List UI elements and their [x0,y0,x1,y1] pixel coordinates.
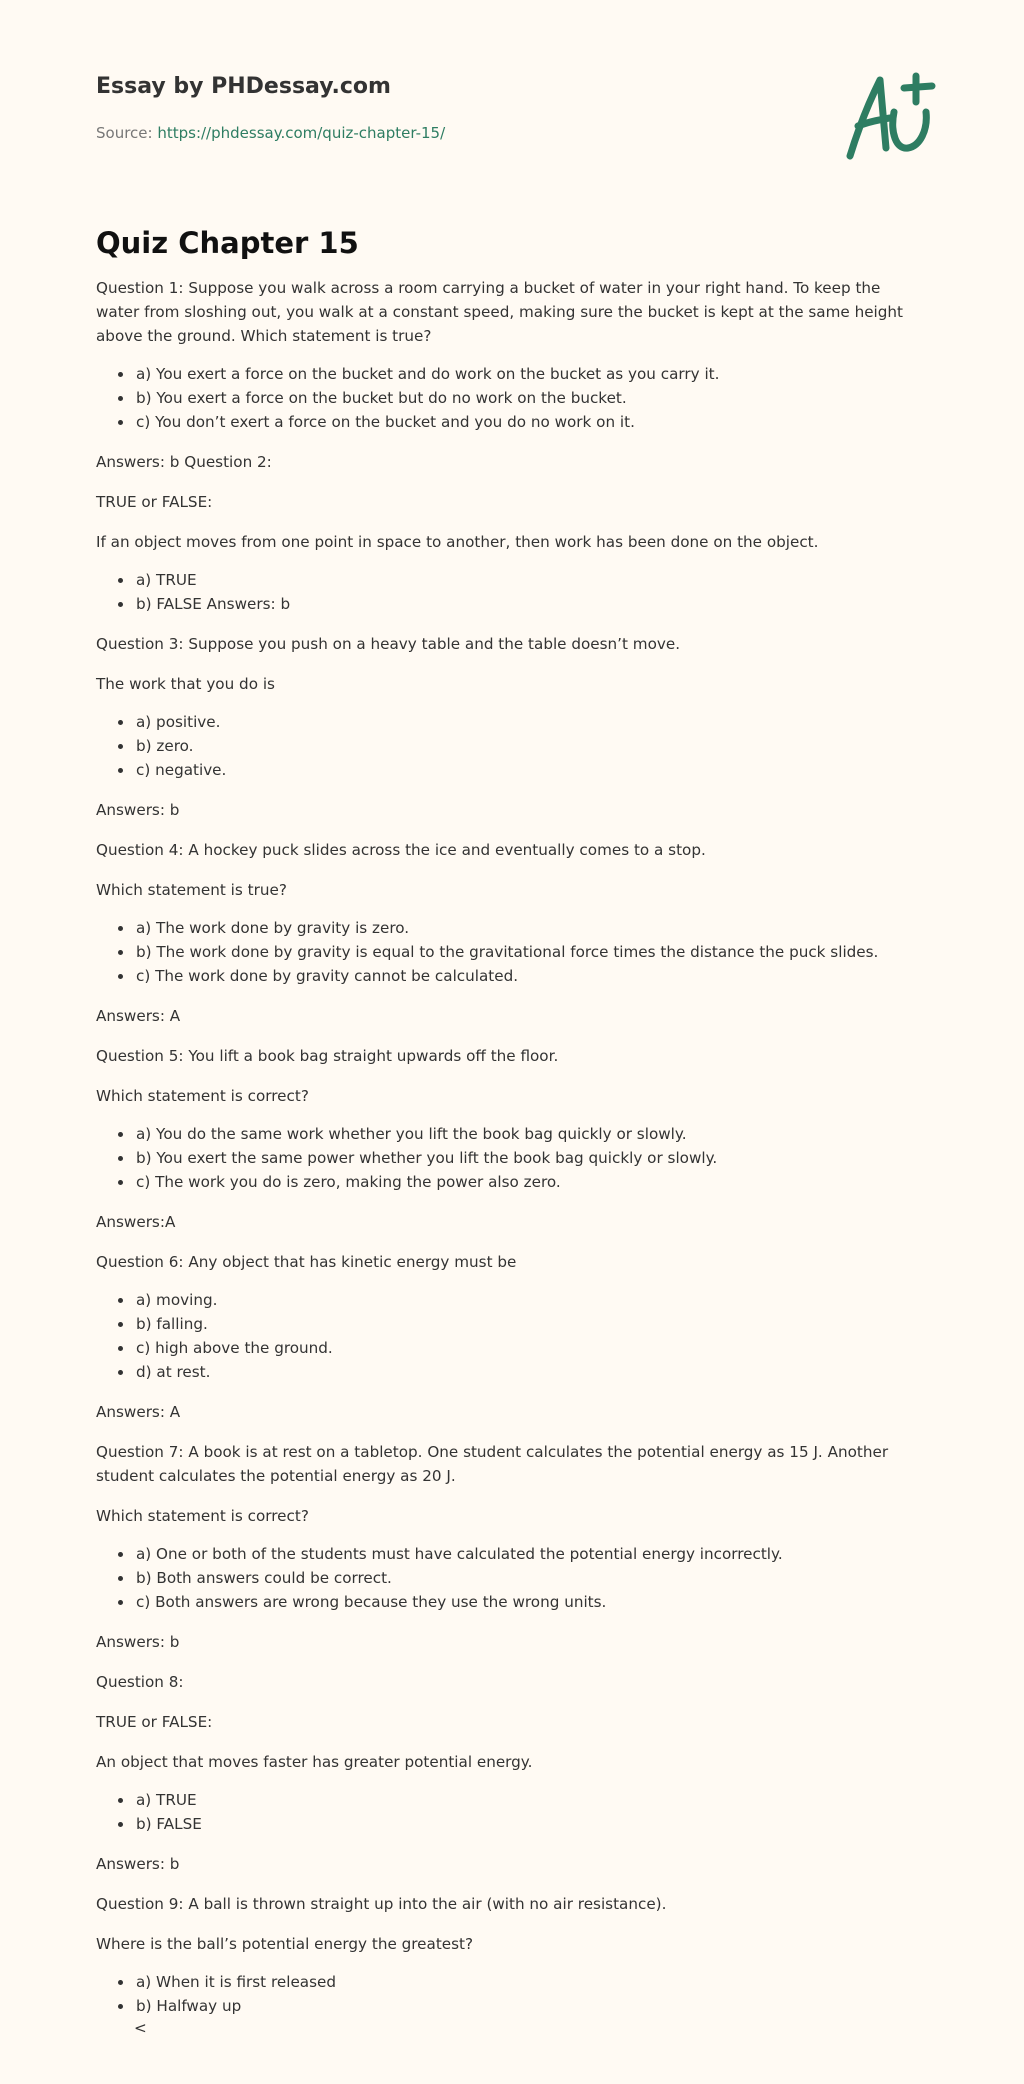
answer-option: • a) You exert a force on the bucket and do work on the bucket as you carry it. [134,362,928,386]
paragraph: Question 9: A ball is thrown straight up into the air (with no air resistance). [96,1895,667,1913]
essay-content [96,276,928,2038]
paragraph: Question 4: A hockey puck slides across the ice and eventually comes to a stop. [96,841,706,859]
paragraph: Question 8: [96,1673,184,1691]
answer-option: • a) positive. [134,710,928,734]
answer-option: • a) TRUE [134,568,928,592]
paragraph: Question 3: Suppose you push on a heavy table and the table doesn’t move. [96,635,681,653]
paragraph: TRUE or FALSE: [96,493,213,511]
paragraph: Where is the ball’s potential energy the greatest? [96,1935,474,1953]
paragraph: Which statement is correct? [96,1087,309,1105]
answer-options-list [96,1288,928,1384]
header [96,0,928,210]
source-line [96,124,445,142]
paragraph: Answers: A [96,1007,181,1025]
paragraph: Answers:A [96,1213,176,1231]
paragraph: Question 5: You lift a book bag straight upwards off the floor. [96,1047,559,1065]
answer-option: • b) Both answers could be correct. [134,1566,928,1590]
answer-options-list [96,1542,928,1614]
source-label: Source: [96,124,158,142]
answer-options-list [96,1788,928,1836]
paragraph: An object that moves faster has greater potential energy. [96,1753,533,1771]
paragraph: Answers: b [96,801,180,819]
answer-option: • c) The work done by gravity cannot be calculated. [134,964,928,988]
answer-option: • a) One or both of the students must have calculated the potential energy incorrectly. [134,1542,928,1566]
paragraph: Question 6: Any object that has kinetic energy must be [96,1253,517,1271]
answer-options-list [96,362,928,434]
answer-option: • a) moving. [134,1288,928,1312]
answer-option: • a) TRUE [134,1788,928,1812]
a-plus-logo-icon [836,68,940,164]
answer-options-list [96,1970,928,2018]
paragraph: Answers: b Question 2: [96,453,272,471]
answer-option: • b) FALSE Answers: b [134,592,928,616]
answer-option: • a) You do the same work whether you lift the book bag quickly or slowly. [134,1122,928,1146]
answer-option: • b) You exert the same power whether you lift the book bag quickly or slowly. [134,1146,928,1170]
paragraph: Answers: b [96,1633,180,1651]
paragraph: The work that you do is [96,675,275,693]
answer-options-list [96,1122,928,1194]
answer-options-list [96,710,928,782]
answer-option: • b) The work done by gravity is equal to the gravitational force times the distance the puck slides. [134,940,928,964]
paragraph: Which statement is correct? [96,1507,309,1525]
paragraph: If an object moves from one point in space to another, then work has been done on the object. [96,533,819,551]
paragraph: Answers: A [96,1403,181,1421]
answer-options-list [96,568,928,616]
brand-title: Essay by PHDessay.com [96,74,391,99]
answer-option: • b) FALSE [134,1812,928,1836]
paragraph: Which statement is true? [96,881,287,899]
answer-option: • c) high above the ground. [134,1336,928,1360]
answer-options-list [96,916,928,988]
answer-option: • c) The work you do is zero, making the power also zero. [134,1170,928,1194]
answer-option: • c) You don’t exert a force on the bucket and you do no work on it. [134,410,928,434]
answer-option: • b) falling. [134,1312,928,1336]
paragraph: Question 1: Suppose you walk across a room carrying a bucket of water in your right hand. To keep the water from sloshing out, you walk at a constant speed, making sure the bucket is kept at the same height above the ground. Which statement is true? [96,279,903,345]
answer-option: • b) You exert a force on the bucket but do no work on the bucket. [134,386,928,410]
paragraph: Question 7: A book is at rest on a tabletop. One student calculates the potential energy as 15 J. Another student calculates the potential energy as 20 J. [96,1443,889,1485]
answer-option: • c) Both answers are wrong because they use the wrong units. [134,1590,928,1614]
answer-option: • b) zero. [134,734,928,758]
source-link[interactable]: https://phdessay.com/quiz-chapter-15/ [157,124,446,142]
answer-option: • c) negative. [134,758,928,782]
answer-option: • a) When it is first released [134,1970,928,1994]
answer-option: • d) at rest. [134,1360,928,1384]
paragraph: TRUE or FALSE: [96,1713,213,1731]
truncation-marker: < [134,2019,147,2037]
answer-option: • a) The work done by gravity is zero. [134,916,928,940]
page-title: Quiz Chapter 15 [96,226,359,260]
paragraph: Answers: b [96,1855,180,1873]
answer-option: • b) Halfway up [134,1994,928,2018]
